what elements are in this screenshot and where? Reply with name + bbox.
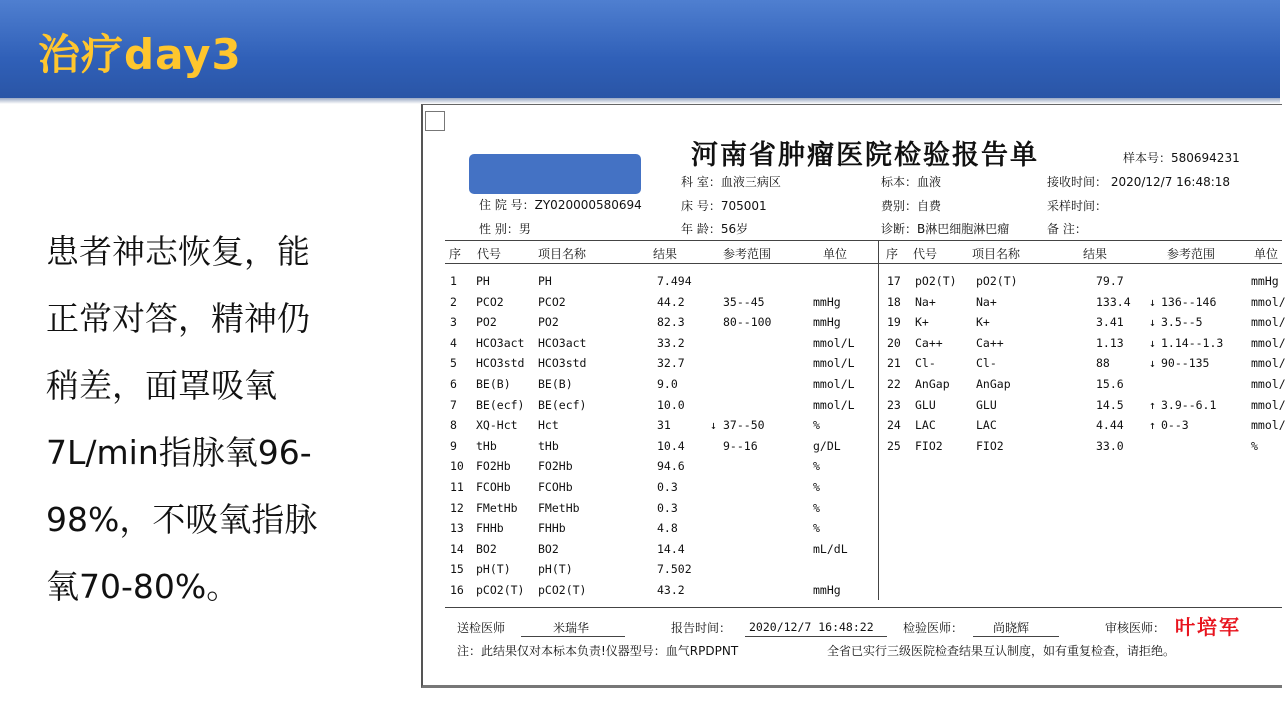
cell-unit: % [1251,438,1258,453]
cell-code: BO2 [476,541,497,556]
cell-name: BO2 [538,541,559,556]
report-time-label: 报告时间： [671,621,732,635]
report-time: 2020/12/7 16:48:22 [749,620,874,634]
cell-code: pH(T) [476,562,511,577]
cell-flag: ↑ [1149,418,1156,433]
cell-code: K+ [915,315,929,330]
cell-no: 21 [887,356,901,371]
cell-code: FCOHb [476,480,511,494]
cell-code: pO2(T) [915,274,957,288]
cell-no: 18 [887,294,901,309]
cell-no: 8 [450,418,457,433]
cell-code: pCO2(T) [476,583,525,597]
cell-result: 1.13 [1096,335,1124,350]
cell-name: FCOHb [538,480,573,494]
header-range: 参考范围 [723,247,772,261]
send-doctor-label: 送检医师 [457,621,506,635]
report-corner-box [425,111,445,131]
cell-unit: mmol/ [1251,335,1286,350]
cell-code: AnGap [915,377,950,391]
lab-report-image [421,104,1286,688]
inpatient-number: 住 院 号：ZY020000580694 [479,198,642,212]
cell-unit: % [813,500,820,515]
cell-name: PH [538,274,552,288]
cell-code: Cl- [915,356,936,371]
cell-unit: mmol/ [1251,294,1286,309]
cell-range: 90--135 [1161,356,1210,371]
cell-no: 10 [450,459,464,474]
cell-code: HCO3act [476,335,525,350]
cell-name: HCO3act [538,335,587,350]
cell-name: FIO2 [976,438,1004,453]
body-line: 正常对答，精神仍 [46,299,310,338]
header-result: 结果 [1083,247,1108,261]
cell-range: 3.9--6.1 [1161,397,1217,412]
cell-unit: mmol/ [1251,356,1286,371]
sample-number: 样本号：580694231 [1123,151,1240,165]
cell-code: tHb [476,438,497,453]
cell-result: 32.7 [657,356,685,371]
cell-unit: mmol/L [813,397,855,412]
cell-result: 4.8 [657,521,678,536]
header-code: 代号 [913,247,938,261]
cell-no: 16 [450,583,464,597]
cell-result: 14.4 [657,541,685,556]
cell-range: 0--3 [1161,418,1189,433]
cell-result: 79.7 [1096,274,1124,288]
header-unit: 单位 [823,247,848,261]
cell-result: 14.5 [1096,397,1124,412]
collect-time: 采样时间： [1047,199,1108,213]
cell-no: 1 [450,274,457,288]
cell-name: Ca++ [976,335,1004,350]
cell-flag: ↑ [1149,397,1156,412]
cell-name: Hct [538,418,559,433]
cell-range: 37--50 [723,418,765,433]
cell-code: FIO2 [915,438,943,453]
age: 年 龄：56岁 [681,222,749,236]
cell-code: FHHb [476,521,504,536]
cell-name: BE(B) [538,377,573,391]
table-top-rule [445,240,1282,241]
cell-flag: ↓ [1149,356,1156,371]
cell-flag: ↓ [1149,294,1156,309]
cell-name: Na+ [976,294,997,309]
header-name: 项目名称 [972,247,1021,261]
body-line: 7L/min指脉氧96- [46,433,312,472]
send-doctor: 米瑞华 [553,621,590,635]
cell-result: 15.6 [1096,377,1124,391]
header-unit: 单位 [1254,247,1279,261]
cell-code: Na+ [915,294,936,309]
cell-result: 0.3 [657,480,678,494]
receive-time: 接收时间： 2020/12/7 16:48:18 [1047,175,1231,189]
test-doctor-label: 检验医师： [903,621,964,635]
slide-title: 治疗day3 [38,30,242,79]
header-code: 代号 [477,247,502,261]
table-header-rule [445,263,1282,264]
body-line: 氧70-80%。 [46,567,240,606]
test-doctor: 尚晓辉 [993,621,1030,635]
table-bottom-rule [445,607,1282,608]
cell-code: PH [476,274,490,288]
cell-no: 12 [450,500,464,515]
body-line: 患者神志恢复，能 [46,232,310,271]
cell-range: 35--45 [723,294,765,309]
cell-code: GLU [915,397,936,412]
cell-code: BE(ecf) [476,397,525,412]
review-doctor-signature: 叶培军 [1175,615,1241,639]
cell-code: FO2Hb [476,459,511,474]
diagnosis: 诊断：B淋巴细胞淋巴瘤 [881,222,1010,236]
cell-result: 10.0 [657,397,685,412]
cell-name: tHb [538,438,559,453]
cell-unit: mmHg [813,583,841,597]
remark: 备 注： [1047,222,1087,236]
gender: 性 别：男 [479,222,531,236]
cell-name: pO2(T) [976,274,1018,288]
cell-unit: % [813,418,820,433]
send-doctor-underline [521,636,625,637]
cell-name: FO2Hb [538,459,573,474]
cell-code: PO2 [476,315,497,330]
cell-name: GLU [976,397,997,412]
cell-unit: mmHg [1251,274,1279,288]
cell-unit: % [813,480,820,494]
cell-unit: mmHg [813,294,841,309]
cell-name: PO2 [538,315,559,330]
cell-no: 23 [887,397,901,412]
mutual-recognition-note: 全省已实行三级医院检查结果互认制度，如有重复检查，请拒绝。 [827,644,1176,658]
redaction-box [469,154,641,194]
cell-code: FMetHb [476,500,518,515]
cell-name: K+ [976,315,990,330]
specimen: 标本：血液 [881,175,942,189]
header-result: 结果 [653,247,678,261]
cell-no: 9 [450,438,457,453]
cell-result: 44.2 [657,294,685,309]
header-no: 序 [449,247,462,261]
cell-unit: mmol/ [1251,418,1286,433]
cell-result: 7.502 [657,562,692,577]
cell-no: 14 [450,541,464,556]
cell-code: Ca++ [915,335,943,350]
cell-no: 19 [887,315,901,330]
cell-result: 10.4 [657,438,685,453]
cell-result: 0.3 [657,500,678,515]
cell-no: 2 [450,294,457,309]
footer-note: 注：此结果仅对本标本负责!仪器型号：血气RPDPNT [457,644,739,658]
cell-no: 17 [887,274,901,288]
cell-result: 43.2 [657,583,685,597]
cell-code: BE(B) [476,377,511,391]
table-column-divider [878,240,879,600]
report-time-underline [745,636,887,637]
cell-name: pCO2(T) [538,583,587,597]
cell-unit: mL/dL [813,541,848,556]
body-line: 98%，不吸氧指脉 [46,500,318,539]
cell-result: 33.2 [657,335,685,350]
cell-result: 7.494 [657,274,692,288]
cell-range: 3.5--5 [1161,315,1203,330]
cell-no: 3 [450,315,457,330]
cell-range: 9--16 [723,438,758,453]
slide-body-text [46,218,366,620]
cell-unit: mmol/L [813,335,855,350]
cell-no: 13 [450,521,464,536]
cell-range: 80--100 [723,315,772,330]
cell-range: 1.14--1.3 [1161,335,1224,350]
cell-unit: mmol/L [813,356,855,371]
cell-range: 136--146 [1161,294,1217,309]
cell-result: 88 [1096,356,1110,371]
cell-unit: mmol/ [1251,397,1286,412]
cell-no: 5 [450,356,457,371]
cell-unit: mmol/L [813,377,855,391]
cell-name: FMetHb [538,500,580,515]
cell-flag: ↓ [710,418,717,433]
cell-flag: ↓ [1149,335,1156,350]
fee-type: 费别：自费 [881,199,942,213]
cell-no: 6 [450,377,457,391]
cell-flag: ↓ [1149,315,1156,330]
cell-unit: g/DL [813,438,841,453]
cell-unit: mmol/ [1251,377,1286,391]
cell-unit: % [813,459,820,474]
cell-result: 9.0 [657,377,678,391]
body-line: 稍差，面罩吸氧 [46,366,277,405]
cell-name: AnGap [976,377,1011,391]
cell-no: 11 [450,480,464,494]
cell-no: 22 [887,377,901,391]
cell-name: PCO2 [538,294,566,309]
cell-result: 3.41 [1096,315,1124,330]
cell-result: 94.6 [657,459,685,474]
report-title: 河南省肿瘤医院检验报告单 [691,140,1039,171]
cell-result: 33.0 [1096,438,1124,453]
cell-no: 20 [887,335,901,350]
cell-no: 24 [887,418,901,433]
review-doctor-label: 审核医师： [1105,621,1166,635]
cell-code: PCO2 [476,294,504,309]
cell-name: pH(T) [538,562,573,577]
cell-no: 25 [887,438,901,453]
cell-no: 15 [450,562,464,577]
cell-name: Cl- [976,356,997,371]
cell-name: LAC [976,418,997,433]
cell-name: HCO3std [538,356,587,371]
cell-result: 82.3 [657,315,685,330]
cell-unit: % [813,521,820,536]
header-no: 序 [886,247,899,261]
bed-number: 床 号：705001 [681,199,767,213]
cell-no: 4 [450,335,457,350]
cell-no: 7 [450,397,457,412]
test-doctor-underline [973,636,1059,637]
cell-name: BE(ecf) [538,397,587,412]
cell-name: FHHb [538,521,566,536]
cell-code: LAC [915,418,936,433]
cell-result: 4.44 [1096,418,1124,433]
department: 科 室：血液三病区 [681,175,781,189]
cell-unit: mmol/ [1251,315,1286,330]
cell-unit: mmHg [813,315,841,330]
cell-code: XQ-Hct [476,418,518,433]
cell-result: 31 [657,418,671,433]
header-name: 项目名称 [538,247,587,261]
header-range: 参考范围 [1167,247,1216,261]
cell-code: HCO3std [476,356,525,371]
cell-result: 133.4 [1096,294,1131,309]
